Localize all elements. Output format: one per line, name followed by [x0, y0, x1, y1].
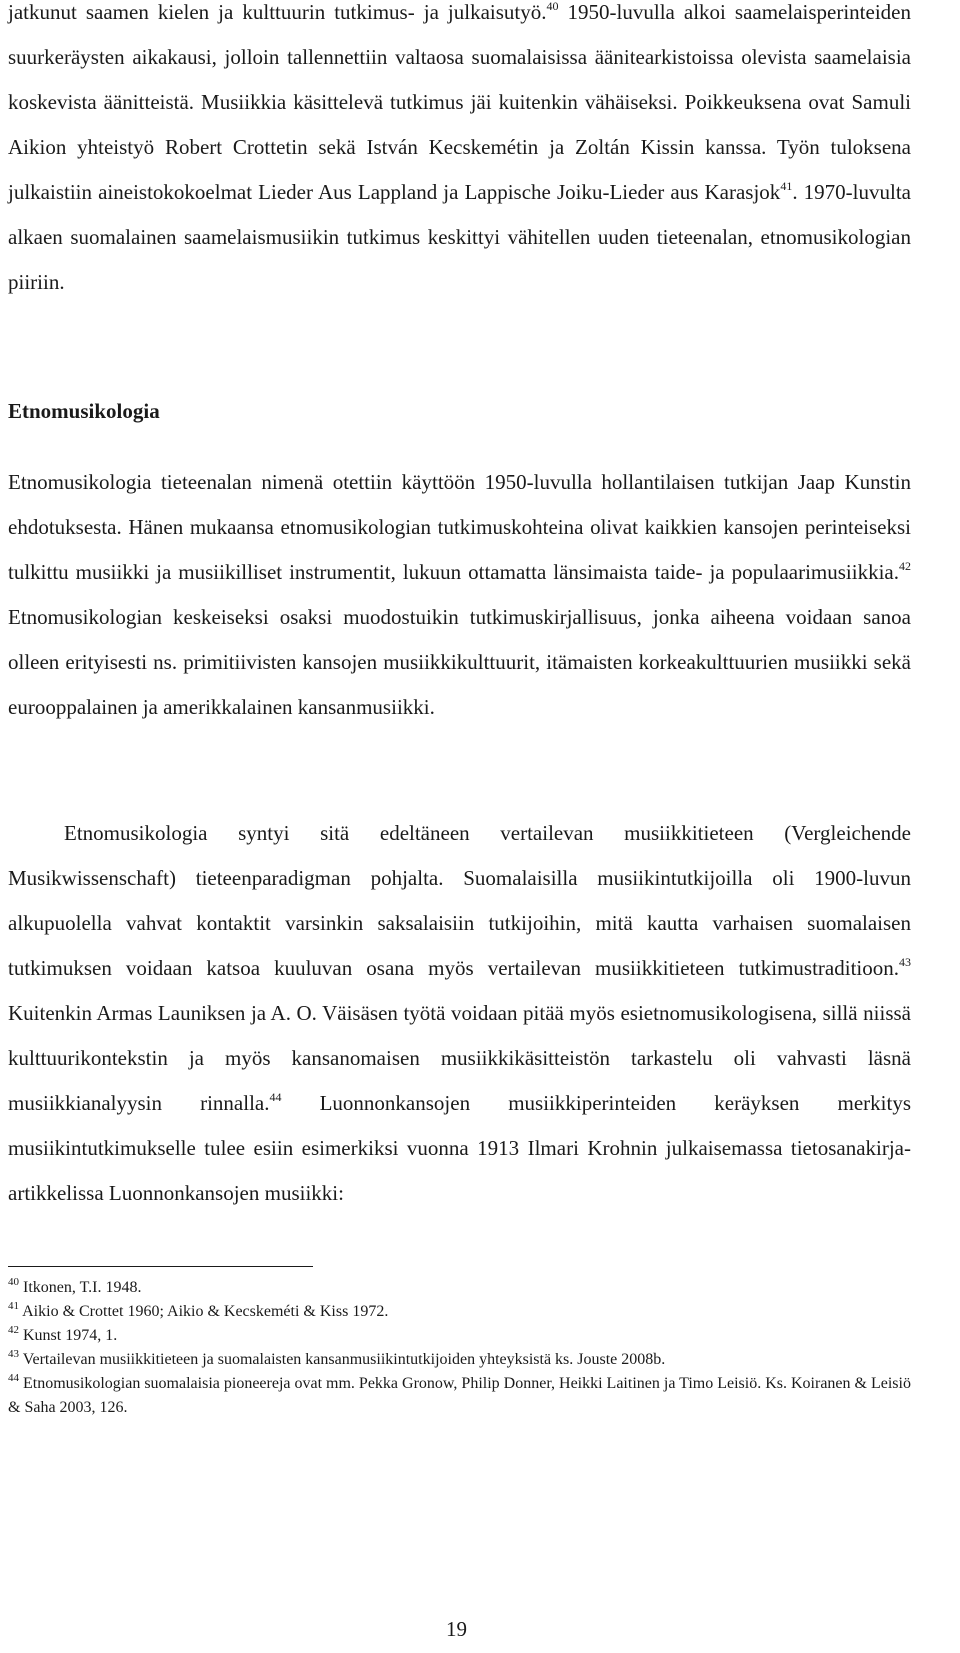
footnote-reference-42[interactable]: 42 [899, 559, 911, 573]
paragraph-text: Etnomusikologia syntyi sitä edeltäneen vertailevan musiikkitieteen (Vergleichende Musikwissenschaft) tieteenparadigman pohjalta. Suomalaisilla musiikintutkijoilla oli 1900-luvun alkupuolella vahvat kontaktit varsinkin saksalaisiin tutkijoihin, mitä kautta varhaisen suomalaisen tutkimuksen voidaan katsoa kuuluvan osana myös vertailevan musiikkitieteen tutkimustraditioon. [8, 821, 911, 980]
body-paragraph-3 [8, 811, 911, 1216]
footnote-reference-44[interactable]: 44 [269, 1090, 282, 1104]
footnote-number: 43 [8, 1348, 19, 1360]
paragraph-text: jatkunut saamen kielen ja kulttuurin tutkimus- ja julkaisutyö. [8, 0, 547, 24]
footnote-text: Itkonen, T.I. 1948. [19, 1279, 142, 1296]
footnotes-list [8, 1276, 911, 1420]
footnote-reference-41[interactable]: 41 [780, 179, 793, 193]
footnote-text: Aikio & Crottet 1960; Aikio & Kecskeméti & Kiss 1972. [19, 1303, 389, 1320]
footnote-number: 40 [8, 1276, 19, 1288]
footnote-number: 44 [8, 1372, 19, 1384]
footnote-43 [8, 1348, 911, 1372]
footnote-44 [8, 1372, 911, 1420]
footnote-text: Etnomusikologian suomalaisia pioneereja ovat mm. Pekka Gronow, Philip Donner, Heikki Laitinen ja Timo Leisiö. Ks. Koiranen & Leisiö & Saha 2003, 126. [8, 1375, 911, 1416]
footnote-reference-43[interactable]: 43 [899, 955, 911, 969]
footnote-separator [8, 1266, 313, 1267]
footnote-number: 41 [8, 1300, 19, 1312]
paragraph-text: Kuitenkin Armas Launiksen ja A. O. Väisäsen työtä voidaan pitää myös esietnomusikologisena, sillä niissä kulttuurikontekstin ja myös kansanomaisen musiikkikäsitteistön tarkastelu oli vahvasti läsnä musiikkianalyysin rinnalla. [8, 1001, 911, 1115]
footnote-text: Vertailevan musiikkitieteen ja suomalaisten kansanmusiikintutkijoiden yhteyksistä ks. Jouste 2008b. [19, 1351, 666, 1368]
page-number: 19 [446, 1617, 467, 1641]
paragraph-text: . 1970-luvulta alkaen suomalainen saamelaismusiikin tutkimus keskittyi vähitellen uuden tieteenalan, etnomusikologian piiriin. [8, 180, 911, 294]
body-paragraph-2 [8, 460, 911, 730]
paragraph-text: 1950-luvulla alkoi saamelaisperinteiden suurkeräysten aikakausi, jolloin tallennettiin valtaosa suomalaisissa äänitearkistoissa olevista saamelaisia koskevista äänitteistä. Musiikkia käsittelevä tutkimus jäi kuitenkin vähäiseksi. Poikkeuksena ovat Samuli Aikion yhteistyö Robert Crottetin sekä István Kecskemétin ja Zoltán Kissin kanssa. Työn tuloksena julkaistiin aineistokokoelmat Lieder Aus Lappland ja Lappische Joiku-Lieder aus Karasjok [8, 0, 911, 204]
section-heading: Etnomusikologia [8, 399, 160, 423]
footnote-42 [8, 1324, 911, 1348]
body-paragraph-1 [8, 0, 911, 305]
footnote-41 [8, 1300, 911, 1324]
footnote-text: Kunst 1974, 1. [19, 1327, 118, 1344]
paragraph-text: Etnomusikologian keskeiseksi osaksi muodostuikin tutkimuskirjallisuus, jonka aiheena voidaan sanoa olleen erityisesti ns. primitiivisten kansojen musiikkikulttuurit, itämaisten korkeakulttuurien musiikki sekä eurooppalainen ja amerikkalainen kansanmusiikki. [8, 605, 911, 719]
footnote-40 [8, 1276, 911, 1300]
footnote-reference-40[interactable]: 40 [546, 0, 559, 13]
paragraph-text: Etnomusikologia tieteenalan nimenä otettiin käyttöön 1950-luvulla hollantilaisen tutkijan Jaap Kunstin ehdotuksesta. Hänen mukaansa etnomusikologian tutkimuskohteina olivat kaikkien kansojen perinteiseksi tulkittu musiikki ja musiikilliset instrumentit, lukuun ottamatta länsimaista taide- ja populaarimusiikkia. [8, 470, 911, 584]
paragraph-text: Luonnonkansojen musiikkiperinteiden keräyksen merkitys musiikintutkimukselle tulee esiin esimerkiksi vuonna 1913 Ilmari Krohnin julkaisemassa tietosanakirja-artikkelissa Luonnonkansojen musiikki: [8, 1091, 911, 1205]
footnote-number: 42 [8, 1324, 19, 1336]
